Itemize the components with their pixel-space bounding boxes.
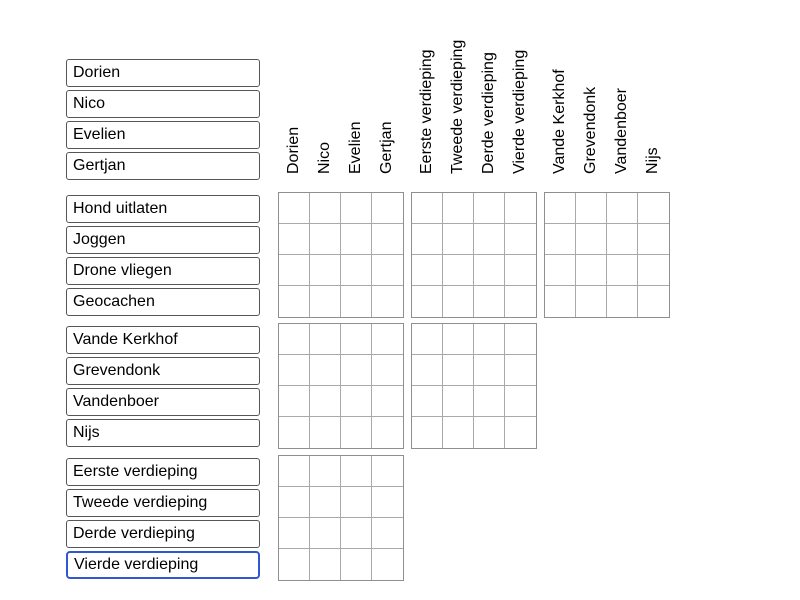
grid-cell[interactable]: [412, 255, 443, 286]
grid-cell[interactable]: [341, 224, 372, 255]
grid-cell[interactable]: [341, 324, 372, 355]
grid-cell[interactable]: [341, 487, 372, 518]
grid-cell[interactable]: [545, 286, 576, 317]
grid-cell[interactable]: [372, 224, 403, 255]
grid-cell[interactable]: [443, 417, 474, 448]
grid-cell[interactable]: [474, 324, 505, 355]
grid-cell[interactable]: [279, 224, 310, 255]
grid-cell[interactable]: [505, 355, 536, 386]
grid-cell[interactable]: [372, 193, 403, 224]
grid-cell[interactable]: [607, 255, 638, 286]
category-item-input[interactable]: [66, 152, 260, 180]
grid-cell[interactable]: [443, 193, 474, 224]
grid-cell[interactable]: [474, 386, 505, 417]
category-item-input[interactable]: [66, 458, 260, 486]
grid-cell[interactable]: [607, 193, 638, 224]
grid-cell[interactable]: [372, 417, 403, 448]
grid-cell[interactable]: [310, 518, 341, 549]
grid-cell[interactable]: [474, 355, 505, 386]
grid-cell[interactable]: [310, 417, 341, 448]
grid-cell[interactable]: [474, 224, 505, 255]
grid-cell[interactable]: [310, 487, 341, 518]
grid-cell[interactable]: [372, 487, 403, 518]
column-header: Dorien: [285, 126, 302, 174]
grid-cell[interactable]: [412, 324, 443, 355]
category-group-floors: [66, 458, 260, 579]
grid-cell[interactable]: [474, 255, 505, 286]
column-header: Evelien: [347, 121, 364, 174]
grid-cell[interactable]: [372, 518, 403, 549]
grid-cell[interactable]: [372, 386, 403, 417]
grid-cell[interactable]: [443, 255, 474, 286]
column-header: Tweede verdieping: [449, 39, 466, 174]
grid-block-surnames-names: [278, 323, 404, 449]
grid-cell[interactable]: [279, 255, 310, 286]
grid-cell[interactable]: [341, 286, 372, 317]
grid-cell[interactable]: [638, 224, 669, 255]
grid-cell[interactable]: [412, 193, 443, 224]
grid-cell[interactable]: [505, 417, 536, 448]
grid-cell[interactable]: [279, 549, 310, 580]
grid-cell[interactable]: [412, 286, 443, 317]
category-group-names: [66, 59, 260, 180]
grid-cell[interactable]: [474, 193, 505, 224]
grid-cell[interactable]: [310, 456, 341, 487]
category-item-input[interactable]: [66, 195, 260, 223]
grid-cell[interactable]: [638, 255, 669, 286]
grid-cell[interactable]: [341, 549, 372, 580]
grid-cell[interactable]: [545, 255, 576, 286]
grid-cell[interactable]: [279, 417, 310, 448]
grid-cell[interactable]: [372, 549, 403, 580]
grid-cell[interactable]: [279, 456, 310, 487]
grid-cell[interactable]: [310, 224, 341, 255]
category-item-input[interactable]: [66, 90, 260, 118]
grid-cell[interactable]: [279, 324, 310, 355]
grid-cell[interactable]: [412, 355, 443, 386]
grid-block-activities-floors: [411, 192, 537, 318]
grid-cell[interactable]: [443, 386, 474, 417]
grid-cell[interactable]: [443, 355, 474, 386]
category-item-input-focused[interactable]: [66, 551, 260, 579]
category-item-input[interactable]: [66, 257, 260, 285]
grid-cell[interactable]: [443, 286, 474, 317]
grid-cell[interactable]: [372, 324, 403, 355]
grid-cell[interactable]: [607, 224, 638, 255]
column-header: Gertjan: [378, 121, 395, 174]
grid-cell[interactable]: [505, 255, 536, 286]
grid-cell[interactable]: [474, 286, 505, 317]
grid-cell[interactable]: [607, 286, 638, 317]
column-header: Grevendonk: [582, 86, 599, 174]
category-item-input[interactable]: [66, 388, 260, 416]
grid-cell[interactable]: [279, 518, 310, 549]
grid-cell[interactable]: [310, 355, 341, 386]
grid-cell[interactable]: [310, 255, 341, 286]
category-item-input[interactable]: [66, 419, 260, 447]
column-header: Eerste verdieping: [418, 49, 435, 174]
grid-cell[interactable]: [638, 193, 669, 224]
grid-cell[interactable]: [310, 549, 341, 580]
grid-cell[interactable]: [505, 324, 536, 355]
grid-cell[interactable]: [576, 255, 607, 286]
grid-cell[interactable]: [505, 224, 536, 255]
category-group-activities: [66, 195, 260, 316]
grid-cell[interactable]: [341, 255, 372, 286]
grid-cell[interactable]: [279, 487, 310, 518]
grid-cell[interactable]: [372, 355, 403, 386]
grid-cell[interactable]: [545, 193, 576, 224]
grid-cell[interactable]: [310, 324, 341, 355]
grid-cell[interactable]: [341, 456, 372, 487]
grid-cell[interactable]: [412, 417, 443, 448]
grid-cell[interactable]: [576, 286, 607, 317]
category-item-input[interactable]: [66, 489, 260, 517]
column-header: Derde verdieping: [480, 52, 497, 174]
grid-cell[interactable]: [372, 255, 403, 286]
grid-cell[interactable]: [341, 355, 372, 386]
grid-cell[interactable]: [279, 386, 310, 417]
column-header: Nico: [316, 141, 333, 174]
column-header: Vandenboer: [613, 88, 630, 174]
grid-cell[interactable]: [279, 286, 310, 317]
grid-cell[interactable]: [474, 417, 505, 448]
grid-cell[interactable]: [545, 224, 576, 255]
grid-cell[interactable]: [412, 386, 443, 417]
grid-cell[interactable]: [341, 518, 372, 549]
grid-cell[interactable]: [341, 417, 372, 448]
grid-cell[interactable]: [505, 386, 536, 417]
category-group-surnames: [66, 326, 260, 447]
grid-cell[interactable]: [310, 193, 341, 224]
grid-cell[interactable]: [341, 193, 372, 224]
grid-cell[interactable]: [412, 224, 443, 255]
grid-cell[interactable]: [576, 193, 607, 224]
grid-block-activities-surnames: [544, 192, 670, 318]
category-item-input[interactable]: [66, 357, 260, 385]
grid-cell[interactable]: [443, 224, 474, 255]
category-item-input[interactable]: [66, 326, 260, 354]
grid-cell[interactable]: [310, 386, 341, 417]
category-item-input[interactable]: [66, 59, 260, 87]
category-item-input[interactable]: [66, 226, 260, 254]
column-header: Vierde verdieping: [511, 49, 528, 174]
grid-cell[interactable]: [372, 286, 403, 317]
grid-block-floors-names: [278, 455, 404, 581]
grid-cell[interactable]: [576, 224, 607, 255]
category-item-input[interactable]: [66, 288, 260, 316]
grid-cell[interactable]: [443, 324, 474, 355]
grid-block-activities-names: [278, 192, 404, 318]
grid-block-surnames-floors: [411, 323, 537, 449]
column-header: Vande Kerkhof: [551, 69, 568, 174]
grid-cell[interactable]: [505, 193, 536, 224]
grid-cell[interactable]: [638, 286, 669, 317]
column-header: Nijs: [644, 147, 661, 174]
category-item-input[interactable]: [66, 520, 260, 548]
grid-cell[interactable]: [341, 386, 372, 417]
grid-cell[interactable]: [279, 355, 310, 386]
grid-cell[interactable]: [505, 286, 536, 317]
grid-cell[interactable]: [279, 193, 310, 224]
grid-cell[interactable]: [372, 456, 403, 487]
category-item-input[interactable]: [66, 121, 260, 149]
grid-cell[interactable]: [310, 286, 341, 317]
